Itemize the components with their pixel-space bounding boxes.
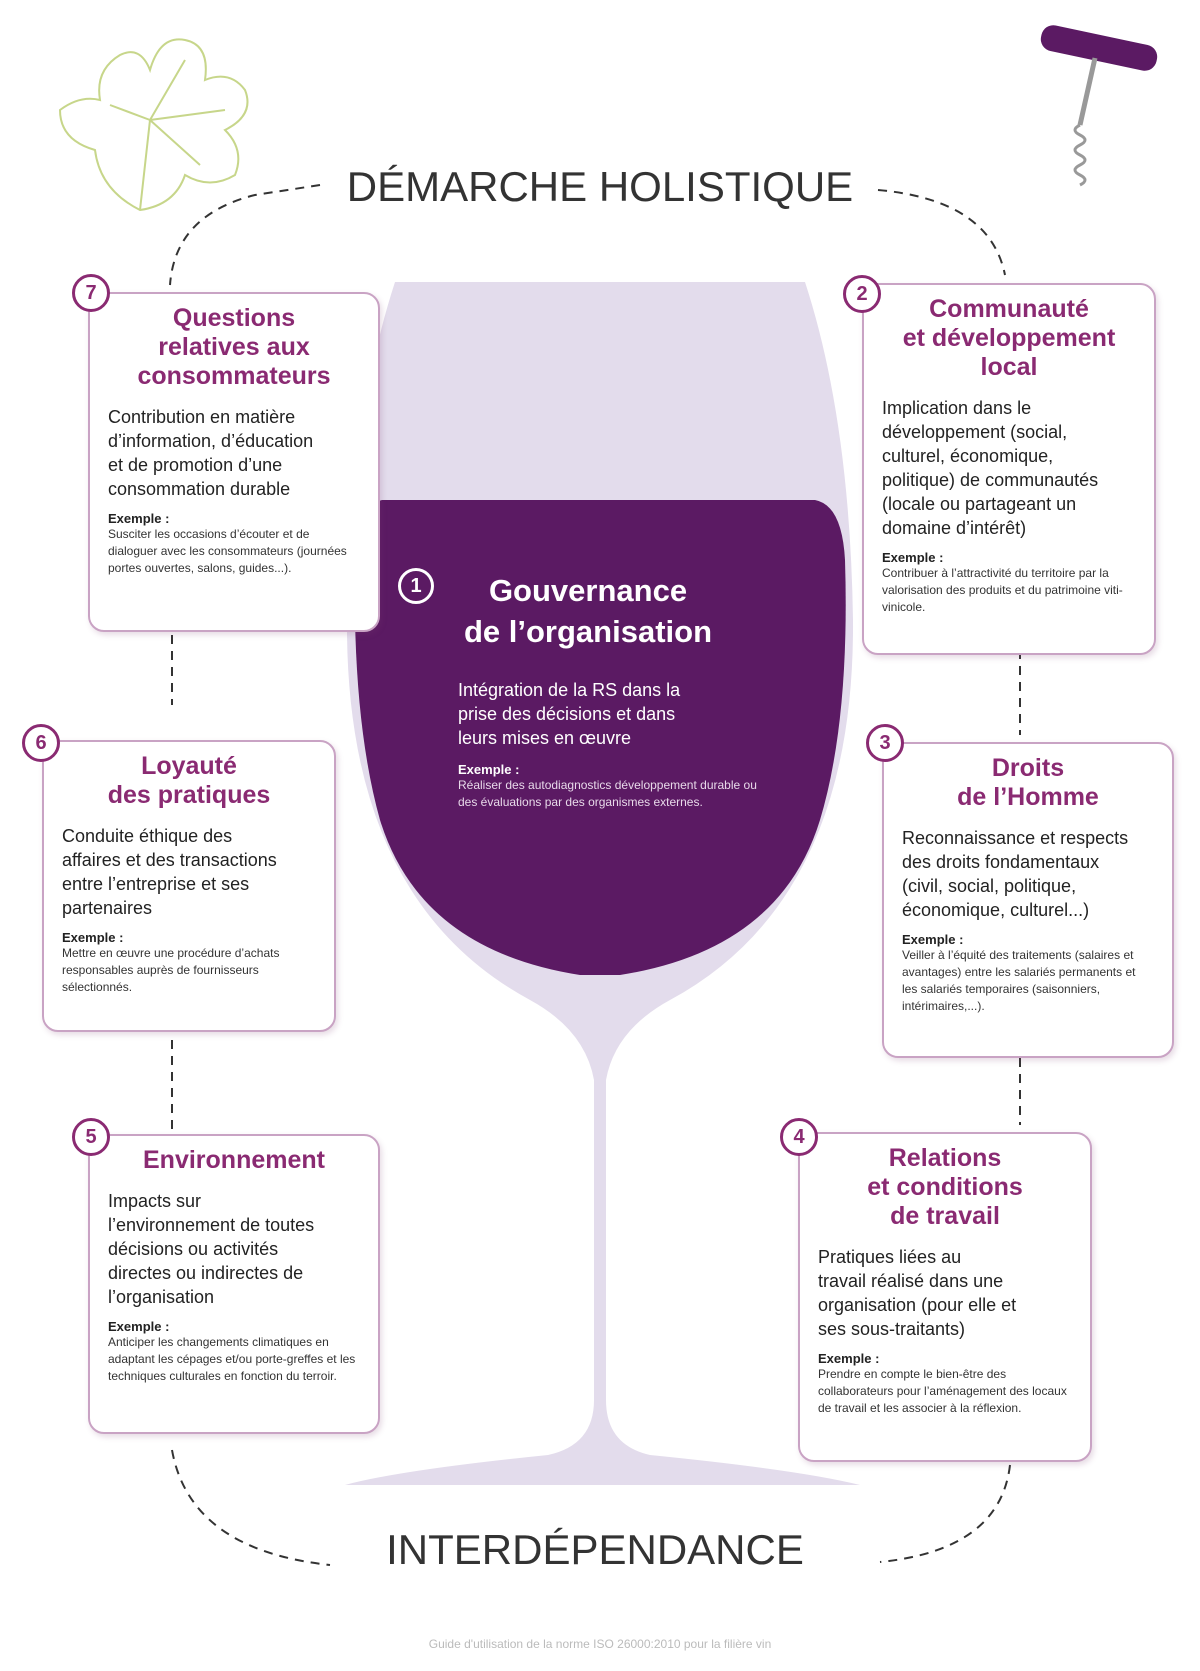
example-text: Veiller à l’équité des traitements (salaires et avantages) entre les salariés permanents et les salariés temporaires (saisonniers, intérimaires,...).	[902, 948, 1136, 1013]
example-text: Prendre en compte le bien-être des collaborateurs pour l’aménagement des locaux de travail et les associer à la réflexion.	[818, 1367, 1067, 1415]
card-consommateurs	[88, 292, 380, 632]
governance-example-label: Exemple :	[458, 762, 520, 777]
example-label: Exemple :	[882, 550, 944, 565]
bottom-heading: INTERDÉPENDANCE	[386, 1526, 804, 1573]
card-communaute	[862, 283, 1156, 655]
card-description: Reconnaissance et respects des droits fondamentaux (civil, social, politique, économique, culturel...)	[902, 828, 1129, 920]
number-badge-7: 7	[72, 274, 110, 312]
corkscrew-icon	[1039, 23, 1160, 185]
card-description: Pratiques liées au travail réalisé dans une organisation (pour elle et ses sous-traitants)	[818, 1247, 1017, 1339]
number-badge-5: 5	[72, 1118, 110, 1156]
card-title: Communauté et développement local	[902, 295, 1116, 381]
card-title: Relations et conditions de travail	[867, 1144, 1023, 1230]
card-title: Loyauté des pratiques	[107, 752, 271, 809]
card-description: Impacts sur l’environnement de toutes décisions ou activités directes ou indirectes de l’organisation	[108, 1191, 315, 1307]
example-label: Exemple :	[108, 1319, 170, 1334]
card-title: Droits de l’Homme	[957, 754, 1099, 811]
footer-caption: Guide d'utilisation de la norme ISO 26000:2010 pour la filière vin	[428, 1637, 772, 1651]
number-badge-1: 1	[398, 568, 434, 604]
card-description: Implication dans le développement (social, culturel, économique, politique) de communautés (locale ou partageant un domaine d’intérêt)	[882, 398, 1099, 538]
example-text: Mettre en œuvre une procédure d’achats responsables auprès de fournisseurs sélectionnés.	[62, 946, 280, 994]
example-text: Anticiper les changements climatiques en adaptant les cépages et/ou porte-greffes et les techniques culturales en fonction du terroir.	[108, 1335, 356, 1383]
example-label: Exemple :	[818, 1351, 880, 1366]
number-badge-2: 2	[843, 275, 881, 313]
center-governance	[408, 570, 768, 811]
example-label: Exemple :	[62, 930, 124, 945]
card-title: Questions relatives aux consommateurs	[137, 304, 331, 390]
number-badge-6: 6	[22, 724, 60, 762]
wine-glass-icon	[345, 282, 860, 1485]
card-relations-travail	[798, 1132, 1092, 1462]
example-label: Exemple :	[108, 511, 170, 526]
example-label: Exemple :	[902, 932, 964, 947]
card-description: Contribution en matière d’information, d’éducation et de promotion d’une consommation durable	[108, 407, 314, 499]
card-environnement	[88, 1134, 380, 1434]
example-text: Contribuer à l’attractivité du territoire par la valorisation des produits et du patrimoine viti-vinicole.	[882, 566, 1123, 614]
top-heading: DÉMARCHE HOLISTIQUE	[346, 163, 854, 210]
grape-leaf-icon	[60, 39, 248, 210]
card-droits-homme	[882, 742, 1174, 1058]
number-badge-4: 4	[780, 1118, 818, 1156]
card-description: Conduite éthique des affaires et des transactions entre l’entreprise et ses partenaires	[62, 826, 277, 918]
example-text: Susciter les occasions d’écouter et de dialoguer avec les consommateurs (journées portes ouvertes, salons, guides...).	[108, 527, 347, 575]
card-title: Environnement	[143, 1146, 325, 1174]
number-badge-3: 3	[866, 724, 904, 762]
card-loyaute	[42, 740, 336, 1032]
governance-example-text: Réaliser des autodiagnostics développement durable ou des évaluations par des organismes externes.	[458, 778, 757, 809]
governance-title: Gouvernance de l’organisation	[463, 573, 713, 649]
governance-description: Intégration de la RS dans la prise des décisions et dans leurs mises en œuvre	[458, 680, 681, 748]
